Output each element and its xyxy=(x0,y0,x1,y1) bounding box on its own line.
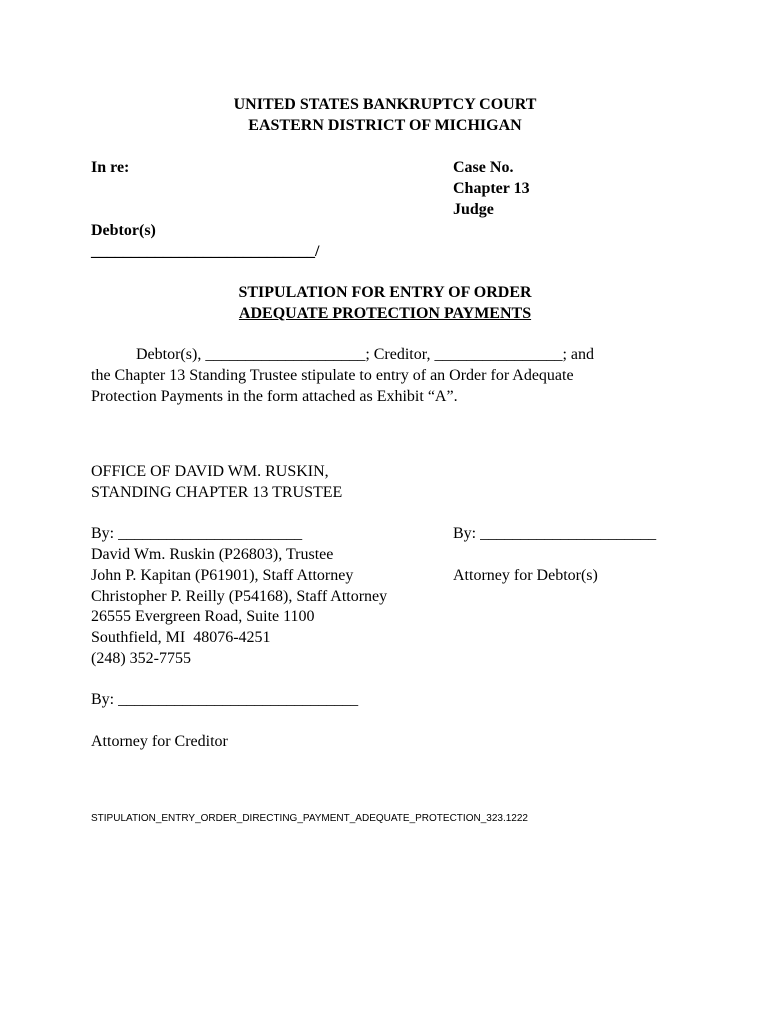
trustee-address-1: 26555 Evergreen Road, Suite 1100 xyxy=(91,608,315,625)
trustee-office-line-1: OFFICE OF DAVID WM. RUSKIN, xyxy=(91,463,329,480)
in-re-label: In re: xyxy=(91,159,130,176)
staff-attorney-1: John P. Kapitan (P61901), Staff Attorney xyxy=(91,567,354,584)
document-subtitle: ADEQUATE PROTECTION PAYMENTS xyxy=(238,305,532,322)
trustee-office-line-2: STANDING CHAPTER 13 TRUSTEE xyxy=(91,484,343,501)
trustee-name: David Wm. Ruskin (P26803), Trustee xyxy=(91,546,334,563)
case-no-label: Case No. xyxy=(453,159,514,176)
form-identifier: STIPULATION_ENTRY_ORDER_DIRECTING_PAYMENT_ADEQUATE_PROTECTION_323.1222 xyxy=(91,813,528,824)
debtor-signature-line: ____________________________/ xyxy=(91,243,320,260)
body-line-1: Debtor(s), ____________________; Creditor, ________________; and xyxy=(136,346,594,363)
trustee-address-2: Southfield, MI 48076-4251 xyxy=(91,629,271,646)
debtors-label: Debtor(s) xyxy=(91,222,156,239)
creditor-attorney-label: Attorney for Creditor xyxy=(91,733,228,750)
court-name: UNITED STATES BANKRUPTCY COURT xyxy=(233,96,537,113)
debtor-attorney-label: Attorney for Debtor(s) xyxy=(453,567,598,584)
body-line-3: Protection Payments in the form attached as Exhibit “A”. xyxy=(91,388,458,405)
trustee-signature-line: By: _______________________ xyxy=(91,525,303,542)
staff-attorney-2: Christopher P. Reilly (P54168), Staff Attorney xyxy=(91,588,388,605)
document-title: STIPULATION FOR ENTRY OF ORDER xyxy=(238,284,532,301)
chapter-label: Chapter 13 xyxy=(453,180,530,197)
judge-label: Judge xyxy=(453,201,494,218)
creditor-attorney-signature-line: By: ______________________________ xyxy=(91,691,359,708)
body-line-2: the Chapter 13 Standing Trustee stipulate to entry of an Order for Adequate xyxy=(91,367,574,384)
debtor-attorney-signature-line: By: ______________________ xyxy=(453,525,657,542)
court-district: EASTERN DISTRICT OF MICHIGAN xyxy=(248,117,522,134)
trustee-phone: (248) 352-7755 xyxy=(91,650,191,667)
